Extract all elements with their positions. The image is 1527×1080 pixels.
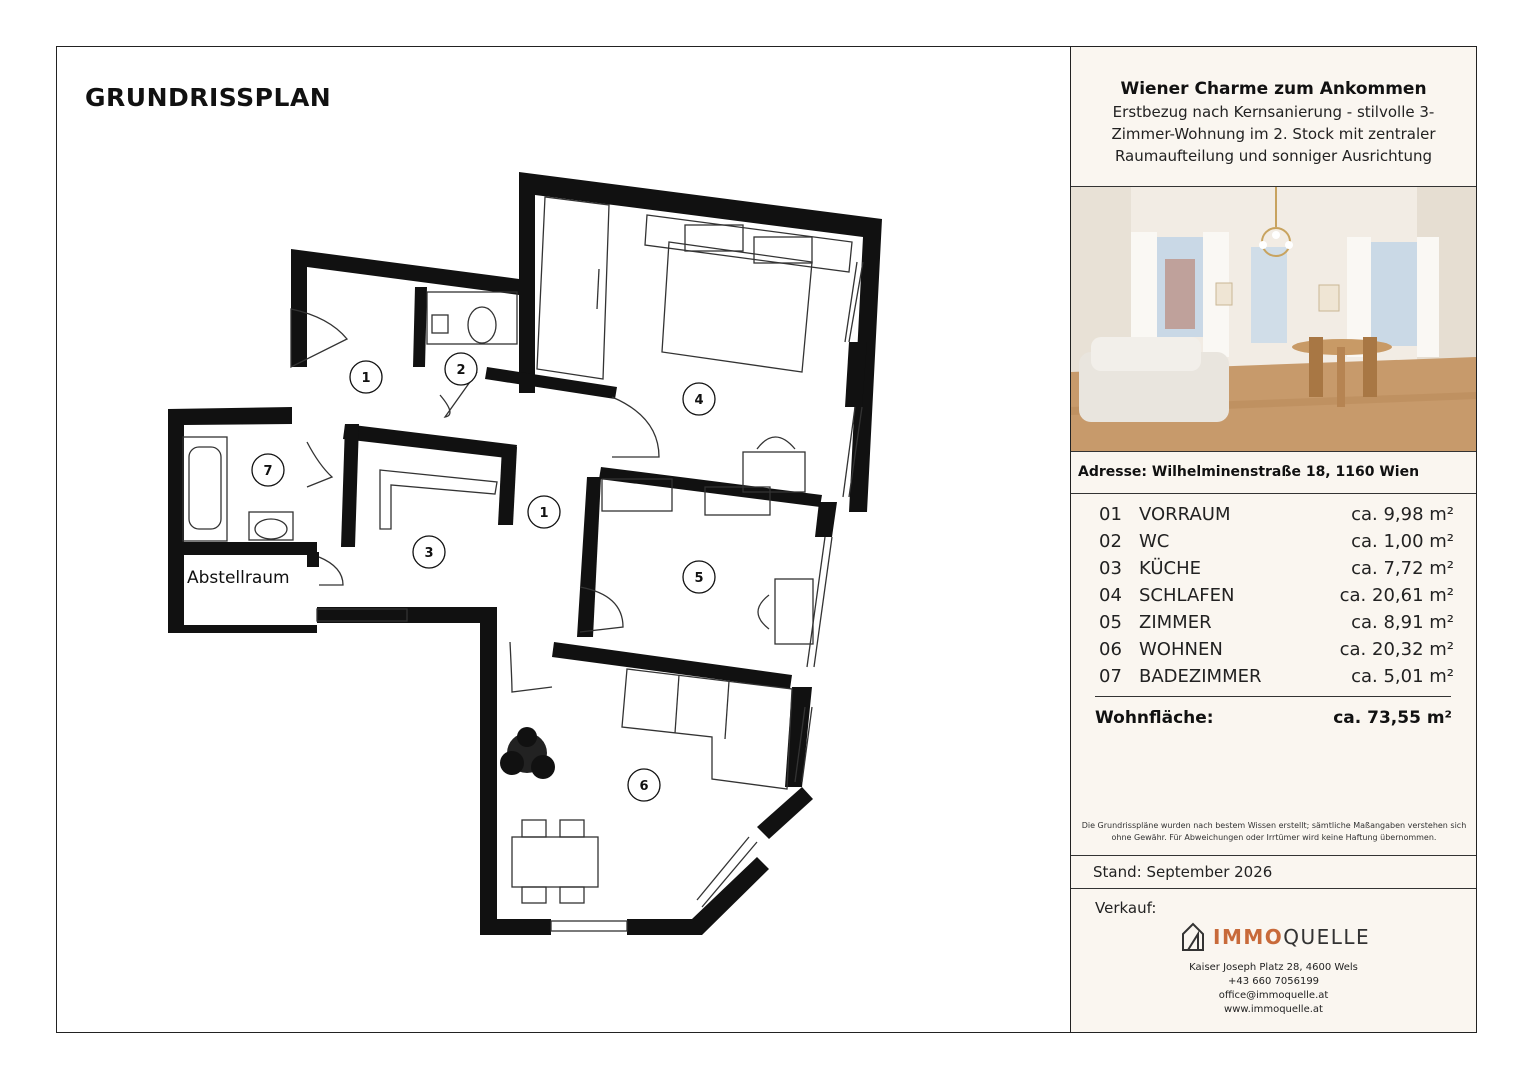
wall-living-bottom	[627, 857, 769, 935]
room-area: ca. 1,00 m²	[1351, 531, 1454, 552]
floor-plan-area	[57, 47, 1071, 1032]
wall-storage-right	[307, 552, 319, 567]
room-label-2: 2	[456, 363, 466, 378]
kitchen-counter	[380, 470, 497, 529]
room-label-7: 7	[263, 464, 273, 479]
room-number: 06	[1099, 639, 1122, 660]
room-name: KÜCHE	[1139, 558, 1201, 579]
listing-panel	[1070, 47, 1476, 1032]
room-label-5: 5	[694, 571, 704, 586]
sale-section	[1071, 889, 1476, 1032]
plan-title: GRUNDRISSPLAN	[85, 83, 332, 112]
room-label-4: 4	[694, 393, 704, 408]
room-label-3: 3	[424, 546, 434, 561]
total-area-value: ca. 73,55 m²	[1333, 708, 1452, 728]
total-area-label: Wohnfläche:	[1095, 708, 1214, 728]
floor-plan-drawing	[57, 47, 1071, 1032]
stand-date: Stand: September 2026	[1093, 863, 1273, 881]
wall-living-outer	[480, 637, 551, 935]
room-name: ZIMMER	[1139, 612, 1212, 633]
room-label-6: 6	[639, 779, 649, 794]
room-number: 07	[1099, 666, 1122, 687]
room-row	[1099, 585, 1454, 611]
room-row	[1099, 666, 1454, 692]
wall-bed-left-lower	[519, 377, 535, 393]
wall-zimmer-right	[815, 502, 837, 537]
listing-title: Wiener Charme zum Ankommen	[1120, 79, 1427, 99]
living-room-photo-illustration	[1071, 187, 1476, 452]
room-name: SCHLAFEN	[1139, 585, 1235, 606]
room-area: ca. 5,01 m²	[1351, 666, 1454, 687]
room-area: ca. 7,72 m²	[1351, 558, 1454, 579]
room-number: 02	[1099, 531, 1122, 552]
room-list-divider	[1095, 696, 1451, 697]
room-area: ca. 20,32 m²	[1339, 639, 1454, 660]
storage-room-label: Abstellraum	[187, 568, 290, 588]
wall-wc-left	[413, 287, 427, 367]
interior-photo	[1071, 187, 1476, 452]
address-section	[1071, 452, 1476, 494]
room-list	[1071, 494, 1476, 856]
wardrobe-icon	[537, 197, 609, 379]
wall-hall-top-right	[485, 367, 617, 399]
wall-living-diag	[757, 787, 813, 839]
contact-info	[1071, 961, 1476, 1017]
room-row	[1099, 639, 1454, 665]
contact-phone: +43 660 7056199	[1227, 976, 1320, 987]
room-area: ca. 20,61 m²	[1339, 585, 1454, 606]
room-area: ca. 8,91 m²	[1351, 612, 1454, 633]
listing-subtitle: Erstbezug nach Kernsanierung - stilvolle 3-Zimmer-Wohnung im 2. Stock mit zentraler Raumaufteilung und sonniger Ausrichtung	[1111, 103, 1436, 165]
contact-website[interactable]: www.immoquelle.at	[1224, 1004, 1323, 1015]
bathtub-icon	[183, 437, 227, 541]
logo-text-rest: QUELLE	[1283, 925, 1371, 949]
table-icon	[512, 820, 598, 903]
room-row	[1099, 612, 1454, 638]
sink-icon	[249, 512, 293, 540]
wall-zimmer-left	[577, 477, 601, 637]
sale-label: Verkauf:	[1095, 899, 1157, 917]
house-logo-icon	[1181, 922, 1205, 952]
room-name: VORRAUM	[1139, 504, 1231, 525]
contact-email[interactable]: office@immoquelle.at	[1218, 990, 1329, 1001]
room-area: ca. 9,98 m²	[1351, 504, 1454, 525]
company-logo	[1181, 919, 1370, 955]
wall-storage-bottom	[168, 607, 497, 637]
document-frame	[56, 46, 1477, 1033]
room-number: 03	[1099, 558, 1122, 579]
room-name: WC	[1139, 531, 1170, 552]
room-label-1b: 1	[539, 506, 549, 521]
room-row	[1099, 531, 1454, 557]
logo-text	[1213, 925, 1370, 949]
room-number: 04	[1099, 585, 1122, 606]
contact-address: Kaiser Joseph Platz 28, 4600 Wels	[1189, 962, 1358, 973]
wall-kitchen-right	[498, 447, 517, 525]
wall-bath-bottom	[184, 542, 317, 555]
room-number: 01	[1099, 504, 1122, 525]
bed-icon	[645, 215, 852, 372]
plant-icon	[500, 727, 555, 779]
room-number: 05	[1099, 612, 1122, 633]
wall-bath-right	[341, 424, 359, 547]
room-name: WOHNEN	[1139, 639, 1223, 660]
date-section	[1071, 856, 1476, 889]
wall-living-top	[552, 642, 792, 689]
room-name: BADEZIMMER	[1139, 666, 1262, 687]
wall-bedroom-outer	[519, 172, 882, 512]
listing-header	[1071, 47, 1476, 187]
disclaimer: Die Grundrisspläne wurden nach bestem Wissen erstellt; sämtliche Maßangaben verstehen sich ohne Gewähr. Für Abweichungen oder Irrtümer wird keine Haftung übernommen.	[1081, 821, 1467, 842]
wall-kitchen-top	[343, 424, 517, 459]
address: Adresse: Wilhelminenstraße 18, 1160 Wien	[1078, 464, 1420, 480]
toilet-icon	[427, 292, 517, 344]
room-row	[1099, 504, 1454, 530]
room-row	[1099, 558, 1454, 584]
logo-text-bold: IMMO	[1213, 925, 1284, 949]
desk-icon	[602, 437, 813, 644]
room-label-1a: 1	[361, 371, 371, 386]
